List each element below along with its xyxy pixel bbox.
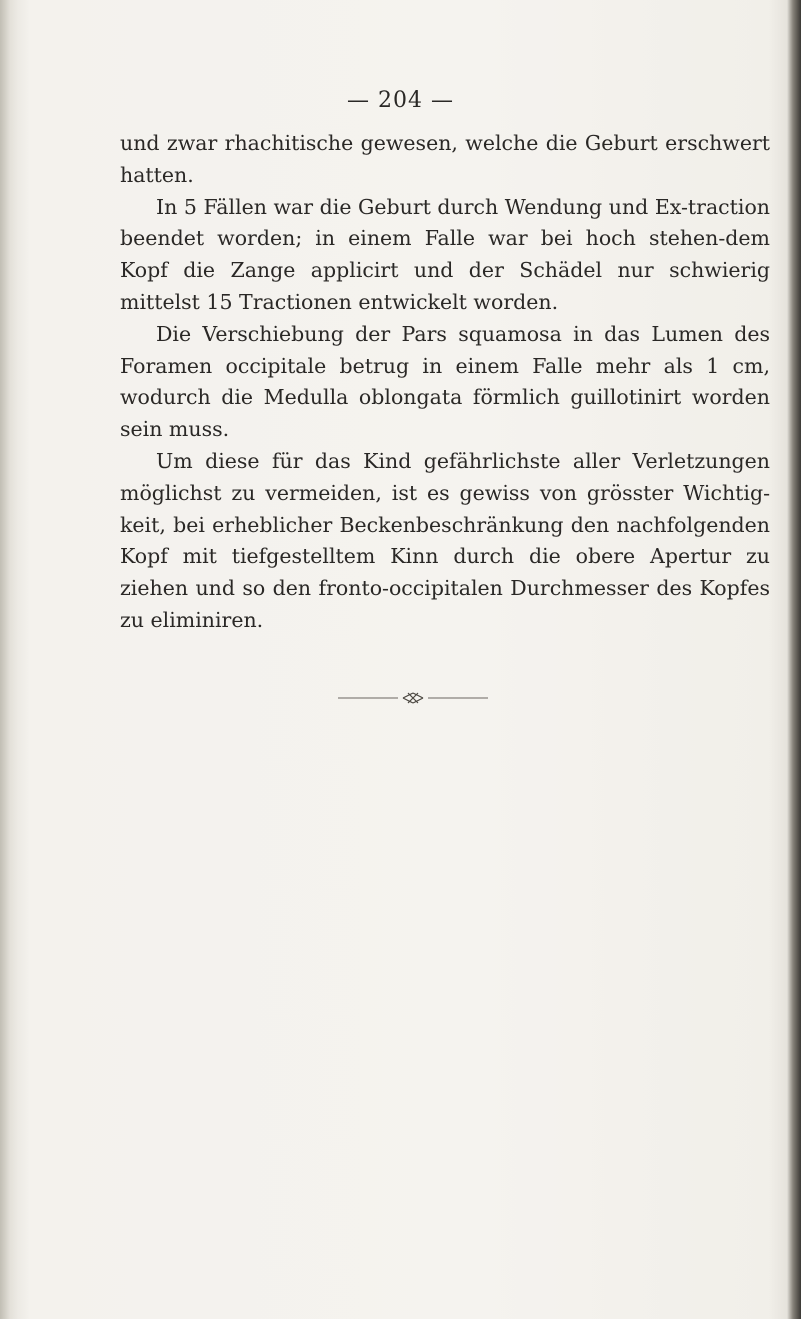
page-number-header: — 204 — (347, 88, 454, 113)
body-text (120, 128, 770, 637)
paragraph-3: Die Verschiebung der Pars squamosa in das Lumen des Foramen occipitale betrug in einem Falle mehr als 1 cm, wodurch die Medulla oblongata förmlich guillotinirt worden sein muss. (120, 321, 770, 442)
binding-gutter (0, 0, 30, 1319)
paragraph-4: Um diese für das Kind gefährlichste aller Verletzungen möglichst zu vermeiden, ist es gewiss von grösster Wichtig-keit, bei erheblicher Beckenbeschränkung den nachfolgenden Kopf mit tiefgestelltem Kinn durch die obere Apertur zu ziehen und so den fronto-occipitalen Durchmesser des Kopfes zu eliminiren. (120, 448, 770, 632)
section-end-ornament (338, 692, 488, 704)
paragraph-1: und zwar rhachitische gewesen, welche die Geburt erschwert hatten. (120, 131, 770, 187)
paragraph-2: In 5 Fällen war die Geburt durch Wendung und Ex-traction beendet worden; in einem Falle war bei hoch stehen-dem Kopf die Zange applicirt und der Schädel nur schwierig mittelst 15 Tractionen entwickelt worden. (120, 194, 770, 314)
page-edge-shadow (787, 0, 801, 1319)
